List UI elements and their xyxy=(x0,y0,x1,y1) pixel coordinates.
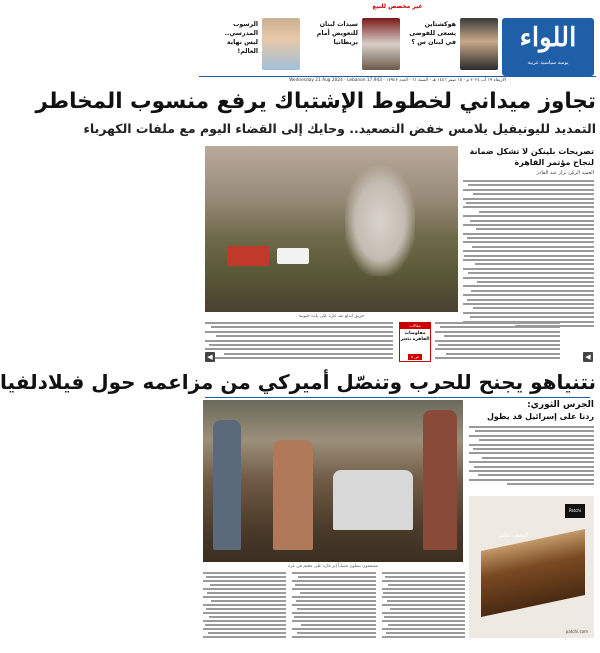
chocolate-advertisement[interactable] xyxy=(469,496,594,638)
chocolate-bar-shape xyxy=(481,529,585,617)
side-article-headline: تصريحات بلينكن لا تشكل ضمانة لنجاح مؤتمر القاهرة xyxy=(469,147,594,167)
side-box-title: الجرس الثوري: xyxy=(527,400,594,410)
teaser-1-text: هوكشتاين يسعى للفوضى في لبنان س ؟ xyxy=(409,21,456,46)
lead-story-body-2 xyxy=(435,322,560,364)
second-headline[interactable]: نتنياهو يجنح للحرب وتنصّل أميركي من مزاعمه حول فيلادلفيا xyxy=(0,370,596,394)
promo-label: مقالات xyxy=(400,323,430,329)
smoke-shape xyxy=(345,166,415,276)
logo-tagline: يومية سياسية عربية xyxy=(527,60,569,66)
teaser-3[interactable] xyxy=(206,18,300,70)
edition-note: غير مخصص للبيع xyxy=(372,3,423,10)
fire-truck-shape xyxy=(277,248,309,264)
text-column xyxy=(203,572,286,646)
burning-vehicle-shape xyxy=(227,246,269,266)
ad-slogan: كتشف عالم xyxy=(499,532,529,539)
text-column xyxy=(382,572,465,646)
person-shape xyxy=(423,410,457,550)
newspaper-logo[interactable] xyxy=(502,18,594,76)
teaser-2[interactable] xyxy=(306,18,400,70)
person-shape xyxy=(273,440,313,550)
logo-wordmark: اللواء xyxy=(519,23,577,53)
teaser-1[interactable] xyxy=(404,18,498,70)
lead-photo[interactable] xyxy=(205,146,458,312)
teaser-3-photo xyxy=(262,18,300,70)
side-box-article[interactable] xyxy=(469,400,594,494)
ad-url: patchi.com xyxy=(565,629,588,634)
teaser-2-text: سيدات لبنان للتعويض أمام بريطانيا xyxy=(316,21,358,46)
side-article-byline: العميد الركن نزار عبد القادر xyxy=(536,170,594,176)
lead-photo-caption: حريق اندلع بعد غارة على بلدة جنوبية xyxy=(298,314,365,319)
promo-page-ref: ص ٥ xyxy=(408,354,422,360)
continue-arrow-icon[interactable]: ◀ xyxy=(205,352,215,362)
main-headline[interactable]: تجاوز ميداني لخطوط الإشتباك يرفع منسوب المخاطر xyxy=(35,89,596,114)
teaser-1-photo xyxy=(460,18,498,70)
side-box-body xyxy=(469,426,594,485)
side-article-body xyxy=(463,180,594,327)
person-shape xyxy=(213,420,241,550)
masthead xyxy=(195,14,600,84)
teaser-3-text: الرسوب المدرسي.. ليس نهاية العالم! xyxy=(224,21,258,55)
lead-story-body xyxy=(205,322,393,364)
second-photo-caption: مسعفون ينقلون مصاباً إثر غارة على مخيم في غزة xyxy=(288,564,378,569)
second-photo[interactable] xyxy=(203,400,463,562)
second-story-body xyxy=(203,572,465,646)
stretcher-shape xyxy=(333,470,413,530)
ad-brand-logo: Patchi xyxy=(565,504,585,518)
divider xyxy=(205,397,590,398)
continue-arrow-icon[interactable]: ◀ xyxy=(583,352,593,362)
text-column xyxy=(292,572,375,646)
inside-page-promo[interactable] xyxy=(399,322,431,362)
promo-title: مفاوضات القاهرة تتعثر xyxy=(400,331,430,342)
side-box-subtitle: ردنا على إسرائيل قد يطول xyxy=(486,412,594,421)
teaser-2-photo xyxy=(362,18,400,70)
main-subheadline: التمديد لليونيفيل يلامس خفض التصعيد.. وحايك إلى القضاء اليوم مع ملفات الكهرباء xyxy=(83,121,596,136)
dateline: الاربعاء ١٩ آب ٢٠٢٤ م - ١٥ صفر ١٤٤٦ هـ - السنة ٦١ - العدد ١٧٩٤٣ - Wednesday 21 Aug 2024 - Lebanon 17,943 xyxy=(199,76,596,84)
